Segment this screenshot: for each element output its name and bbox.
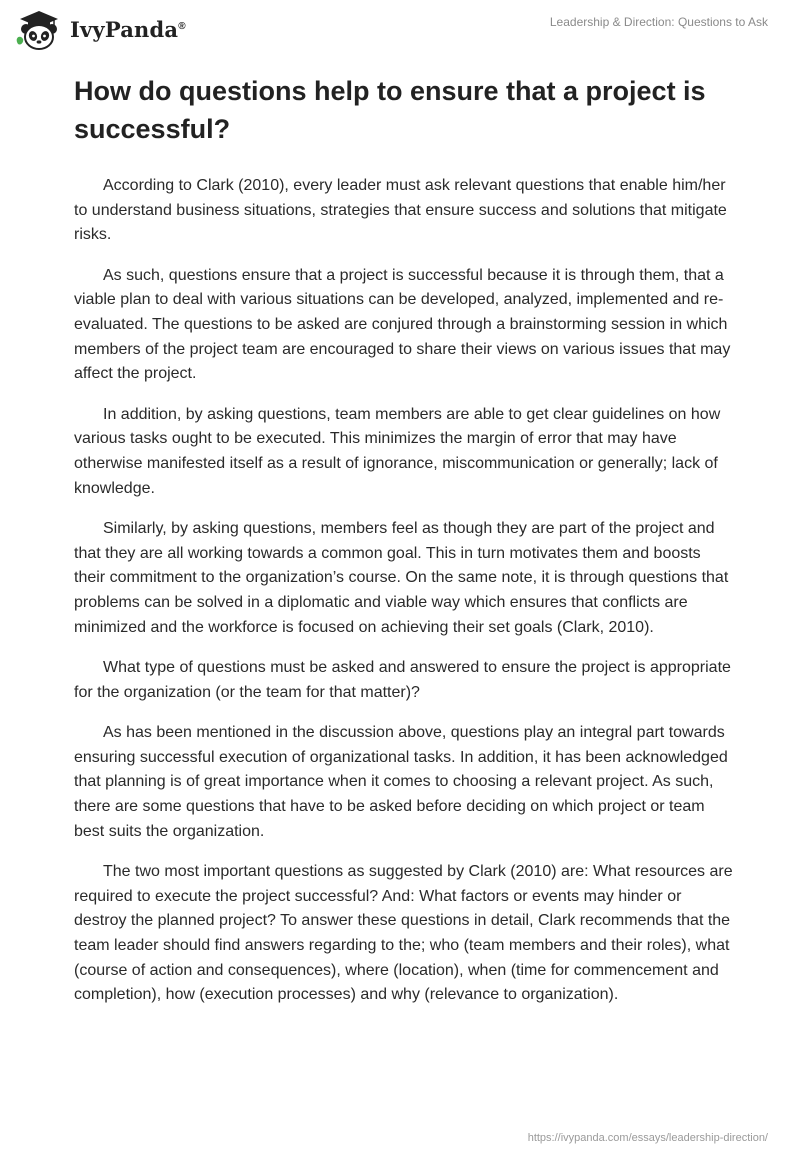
ivypanda-logo[interactable] xyxy=(14,8,186,50)
logo-wordmark xyxy=(70,17,186,42)
logo-text: IvyPanda xyxy=(70,16,179,42)
paragraph: Similarly, by asking questions, members feel as though they are part of the project and that they are all working towards a common goal. This in turn motivates them and boosts their commitment to the organization’s course. On the same note, it is through questions that problems can be solved in a diplomatic and viable way which ensures that conflicts are minimized and the workforce is focused on achieving their set goals (Clark, 2010). xyxy=(74,520,729,636)
paragraph: As such, questions ensure that a project is successful because it is through them, that a viable plan to deal with various situations can be developed, analyzed, implemented and re-evaluated. The questions to be asked are conjured through a brainstorming session in which members of the project team are encouraged to share their views on various issues that may affect the project. xyxy=(74,266,731,383)
paragraph: The two most important questions as suggested by Clark (2010) are: What resources are required to execute the project successful? And: What factors or events may hinder or destroy the planned project? To answer these questions in detail, Clark recommends that the team leader should find answers regarding to the; who (team members and their roles), what (course of action and consequences), where (location), when (time for commencement and completion), how (execution processes) and why (relevance to organization). xyxy=(74,863,733,1004)
paragraph: According to Clark (2010), every leader must ask relevant questions that enable him/her to understand business situations, strategies that ensure success and solutions that mitigate risks. xyxy=(74,177,727,244)
panda-graduate-icon xyxy=(14,8,64,50)
paragraph: As has been mentioned in the discussion above, questions play an integral part towards ensuring successful execution of organizational tasks. In addition, it has been acknowledged that planning is of great importance when it comes to choosing a relevant project. As such, there are some questions that have to be asked before deciding on which project or team best suits the organization. xyxy=(74,724,728,840)
registered-mark: ® xyxy=(178,20,186,32)
source-url[interactable]: https://ivypanda.com/essays/leadership-direction/ xyxy=(527,1132,768,1144)
paragraph: In addition, by asking questions, team members are able to get clear guidelines on how various tasks ought to be executed. This minimizes the margin of error that may have otherwise manifested itself as a result of ignorance, miscommunication or generally; lack of knowledge. xyxy=(74,405,721,497)
page-header xyxy=(0,0,800,60)
article-body xyxy=(74,72,734,1024)
document-title: Leadership & Direction: Questions to Ask xyxy=(549,15,768,29)
paragraph: What type of questions must be asked and answered to ensure the project is appropriate for the organization (or the team for that matter)? xyxy=(74,659,731,701)
article-heading: How do questions help to ensure that a project is successful? xyxy=(74,76,706,144)
